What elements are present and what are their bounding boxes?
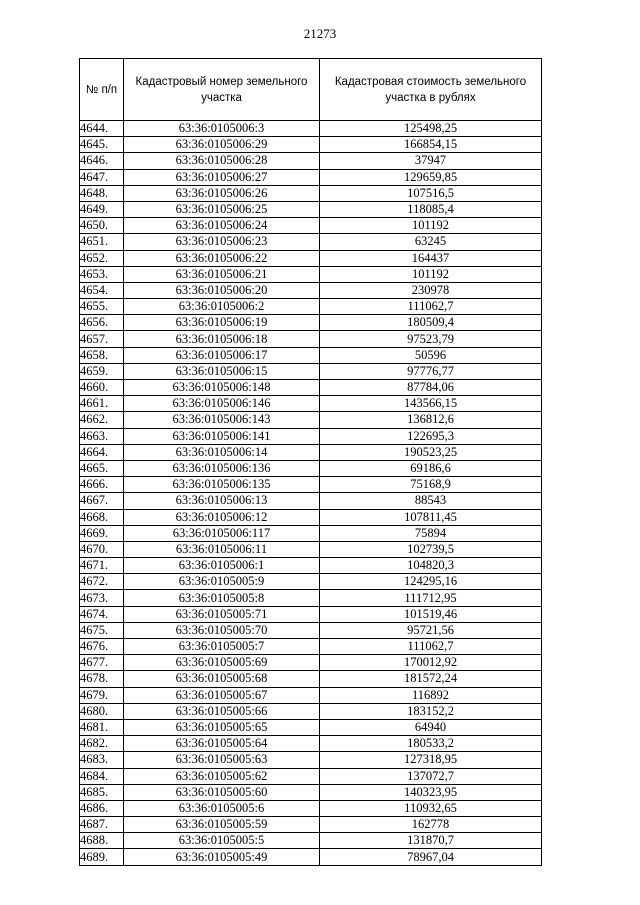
row-number: 4644. <box>80 121 124 137</box>
cadastral-value: 111062,7 <box>320 299 542 315</box>
table-row <box>80 412 542 428</box>
row-number: 4682. <box>80 736 124 752</box>
cadastral-number: 63:36:0105006:22 <box>124 250 320 266</box>
cadastral-value: 111712,95 <box>320 590 542 606</box>
row-number: 4677. <box>80 655 124 671</box>
cadastral-number: 63:36:0105006:17 <box>124 347 320 363</box>
cadastral-value: 110932,65 <box>320 800 542 816</box>
row-number: 4647. <box>80 169 124 185</box>
row-number: 4666. <box>80 477 124 493</box>
row-number: 4662. <box>80 412 124 428</box>
row-number: 4646. <box>80 153 124 169</box>
row-number: 4664. <box>80 444 124 460</box>
cadastral-number: 63:36:0105005:5 <box>124 833 320 849</box>
table-row <box>80 606 542 622</box>
cadastral-number: 63:36:0105005:64 <box>124 736 320 752</box>
cadastral-value: 183152,2 <box>320 703 542 719</box>
row-number: 4668. <box>80 509 124 525</box>
cadastral-value: 125498,25 <box>320 121 542 137</box>
cadastral-number: 63:36:0105006:25 <box>124 201 320 217</box>
table-row <box>80 817 542 833</box>
table-row <box>80 768 542 784</box>
row-number: 4680. <box>80 703 124 719</box>
cadastral-number: 63:36:0105006:13 <box>124 493 320 509</box>
table-row <box>80 800 542 816</box>
cadastral-value: 137072,7 <box>320 768 542 784</box>
cadastral-number: 63:36:0105005:60 <box>124 784 320 800</box>
cadastral-value: 64940 <box>320 719 542 735</box>
cadastral-number: 63:36:0105005:49 <box>124 849 320 865</box>
cadastral-value: 69186,6 <box>320 460 542 476</box>
cadastral-number: 63:36:0105006:148 <box>124 380 320 396</box>
cadastral-number: 63:36:0105006:141 <box>124 428 320 444</box>
cadastral-value: 230978 <box>320 282 542 298</box>
cadastral-value: 129659,85 <box>320 169 542 185</box>
table-row <box>80 234 542 250</box>
table-row <box>80 736 542 752</box>
cadastral-value: 63245 <box>320 234 542 250</box>
cadastral-number: 63:36:0105006:12 <box>124 509 320 525</box>
cadastral-value: 95721,56 <box>320 622 542 638</box>
row-number: 4673. <box>80 590 124 606</box>
cadastral-number: 63:36:0105005:59 <box>124 817 320 833</box>
cadastral-number: 63:36:0105006:18 <box>124 331 320 347</box>
row-number: 4656. <box>80 315 124 331</box>
row-number: 4678. <box>80 671 124 687</box>
cadastral-value: 87784,06 <box>320 380 542 396</box>
row-number: 4649. <box>80 201 124 217</box>
cadastral-value: 101192 <box>320 218 542 234</box>
table-row <box>80 541 542 557</box>
table-row <box>80 169 542 185</box>
cadastral-number: 63:36:0105005:6 <box>124 800 320 816</box>
row-number: 4655. <box>80 299 124 315</box>
cadastral-number: 63:36:0105005:65 <box>124 719 320 735</box>
table-row <box>80 493 542 509</box>
table-row <box>80 153 542 169</box>
cadastral-number: 63:36:0105005:70 <box>124 622 320 638</box>
table-row <box>80 380 542 396</box>
cadastral-number: 63:36:0105006:29 <box>124 137 320 153</box>
table-row <box>80 687 542 703</box>
row-number: 4688. <box>80 833 124 849</box>
cadastral-value: 162778 <box>320 817 542 833</box>
table-row <box>80 655 542 671</box>
row-number: 4659. <box>80 363 124 379</box>
row-number: 4645. <box>80 137 124 153</box>
header-cadastral-value: Кадастровая стоимость земельного участка в рублях <box>320 59 542 121</box>
cadastral-value: 122695,3 <box>320 428 542 444</box>
cadastral-number: 63:36:0105006:117 <box>124 525 320 541</box>
table-row <box>80 299 542 315</box>
row-number: 4684. <box>80 768 124 784</box>
row-number: 4670. <box>80 541 124 557</box>
cadastral-value: 118085,4 <box>320 201 542 217</box>
table-row <box>80 833 542 849</box>
table-row <box>80 719 542 735</box>
row-number: 4660. <box>80 380 124 396</box>
cadastral-number: 63:36:0105006:28 <box>124 153 320 169</box>
row-number: 4669. <box>80 525 124 541</box>
cadastral-number: 63:36:0105006:135 <box>124 477 320 493</box>
cadastral-value: 190523,25 <box>320 444 542 460</box>
cadastral-number: 63:36:0105006:23 <box>124 234 320 250</box>
table-row <box>80 509 542 525</box>
row-number: 4652. <box>80 250 124 266</box>
cadastral-value: 97523,79 <box>320 331 542 347</box>
table-row <box>80 558 542 574</box>
table-row <box>80 849 542 865</box>
row-number: 4679. <box>80 687 124 703</box>
cadastral-number: 63:36:0105005:63 <box>124 752 320 768</box>
cadastral-table <box>79 58 542 866</box>
table-row <box>80 671 542 687</box>
table-row <box>80 477 542 493</box>
row-number: 4686. <box>80 800 124 816</box>
table-row <box>80 784 542 800</box>
row-number: 4675. <box>80 622 124 638</box>
cadastral-value: 78967,04 <box>320 849 542 865</box>
page-number: 21273 <box>303 26 337 41</box>
cadastral-value: 102739,5 <box>320 541 542 557</box>
cadastral-number: 63:36:0105005:66 <box>124 703 320 719</box>
table-row <box>80 218 542 234</box>
row-number: 4671. <box>80 558 124 574</box>
cadastral-value: 37947 <box>320 153 542 169</box>
header-cadastral-number: Кадастровый номер земельного участка <box>124 59 320 121</box>
row-number: 4651. <box>80 234 124 250</box>
cadastral-number: 63:36:0105006:1 <box>124 558 320 574</box>
row-number: 4687. <box>80 817 124 833</box>
cadastral-value: 181572,24 <box>320 671 542 687</box>
table-row <box>80 590 542 606</box>
cadastral-value: 75894 <box>320 525 542 541</box>
table-row <box>80 363 542 379</box>
table-row <box>80 752 542 768</box>
table-row <box>80 347 542 363</box>
cadastral-number: 63:36:0105005:62 <box>124 768 320 784</box>
cadastral-value: 180509,4 <box>320 315 542 331</box>
cadastral-number: 63:36:0105005:68 <box>124 671 320 687</box>
cadastral-value: 166854,15 <box>320 137 542 153</box>
cadastral-value: 164437 <box>320 250 542 266</box>
cadastral-number: 63:36:0105006:21 <box>124 266 320 282</box>
table-row <box>80 282 542 298</box>
cadastral-number: 63:36:0105006:26 <box>124 185 320 201</box>
table-row <box>80 121 542 137</box>
cadastral-number: 63:36:0105006:19 <box>124 315 320 331</box>
table-row <box>80 331 542 347</box>
row-number: 4648. <box>80 185 124 201</box>
table-row <box>80 266 542 282</box>
cadastral-number: 63:36:0105005:71 <box>124 606 320 622</box>
row-number: 4658. <box>80 347 124 363</box>
cadastral-number: 63:36:0105006:24 <box>124 218 320 234</box>
row-number: 4667. <box>80 493 124 509</box>
table-row <box>80 622 542 638</box>
row-number: 4676. <box>80 639 124 655</box>
cadastral-value: 50596 <box>320 347 542 363</box>
row-number: 4663. <box>80 428 124 444</box>
cadastral-value: 101519,46 <box>320 606 542 622</box>
cadastral-value: 127318,95 <box>320 752 542 768</box>
cadastral-value: 180533,2 <box>320 736 542 752</box>
cadastral-value: 136812,6 <box>320 412 542 428</box>
table-row <box>80 460 542 476</box>
cadastral-number: 63:36:0105006:20 <box>124 282 320 298</box>
row-number: 4654. <box>80 282 124 298</box>
cadastral-value: 131870,7 <box>320 833 542 849</box>
cadastral-value: 143566,15 <box>320 396 542 412</box>
cadastral-number: 63:36:0105006:146 <box>124 396 320 412</box>
row-number: 4661. <box>80 396 124 412</box>
row-number: 4674. <box>80 606 124 622</box>
row-number: 4685. <box>80 784 124 800</box>
row-number: 4672. <box>80 574 124 590</box>
cadastral-value: 107811,45 <box>320 509 542 525</box>
cadastral-number: 63:36:0105006:14 <box>124 444 320 460</box>
cadastral-value: 88543 <box>320 493 542 509</box>
table-row <box>80 525 542 541</box>
table-header-row <box>80 59 542 121</box>
row-number: 4653. <box>80 266 124 282</box>
row-number: 4665. <box>80 460 124 476</box>
cadastral-value: 124295,16 <box>320 574 542 590</box>
table-row <box>80 201 542 217</box>
cadastral-number: 63:36:0105005:67 <box>124 687 320 703</box>
cadastral-number: 63:36:0105006:15 <box>124 363 320 379</box>
cadastral-value: 140323,95 <box>320 784 542 800</box>
row-number: 4650. <box>80 218 124 234</box>
cadastral-value: 75168,9 <box>320 477 542 493</box>
header-num: № п/п <box>80 59 124 121</box>
cadastral-value: 104820,3 <box>320 558 542 574</box>
table-row <box>80 428 542 444</box>
cadastral-number: 63:36:0105006:3 <box>124 121 320 137</box>
cadastral-number: 63:36:0105005:8 <box>124 590 320 606</box>
cadastral-value: 101192 <box>320 266 542 282</box>
cadastral-number: 63:36:0105006:143 <box>124 412 320 428</box>
cadastral-number: 63:36:0105006:11 <box>124 541 320 557</box>
cadastral-value: 111062,7 <box>320 639 542 655</box>
row-number: 4689. <box>80 849 124 865</box>
cadastral-value: 107516,5 <box>320 185 542 201</box>
table-row <box>80 639 542 655</box>
row-number: 4683. <box>80 752 124 768</box>
cadastral-value: 97776,77 <box>320 363 542 379</box>
table-row <box>80 396 542 412</box>
table-row <box>80 444 542 460</box>
cadastral-number: 63:36:0105006:27 <box>124 169 320 185</box>
row-number: 4657. <box>80 331 124 347</box>
table-row <box>80 315 542 331</box>
table-row <box>80 250 542 266</box>
cadastral-value: 170012,92 <box>320 655 542 671</box>
cadastral-number: 63:36:0105006:136 <box>124 460 320 476</box>
cadastral-number: 63:36:0105005:69 <box>124 655 320 671</box>
table-row <box>80 703 542 719</box>
cadastral-number: 63:36:0105006:2 <box>124 299 320 315</box>
table-row <box>80 185 542 201</box>
cadastral-number: 63:36:0105005:7 <box>124 639 320 655</box>
cadastral-number: 63:36:0105005:9 <box>124 574 320 590</box>
row-number: 4681. <box>80 719 124 735</box>
table-row <box>80 574 542 590</box>
table-row <box>80 137 542 153</box>
cadastral-value: 116892 <box>320 687 542 703</box>
